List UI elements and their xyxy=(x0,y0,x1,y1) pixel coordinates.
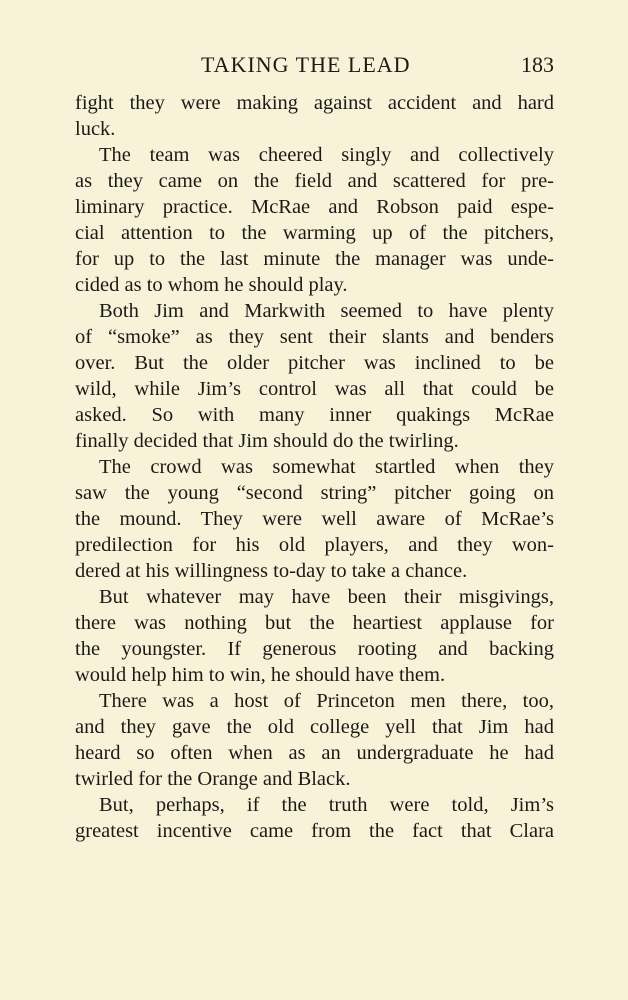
text-line: would help him to win, he should have them. xyxy=(75,664,446,686)
text-line: over. But the older pitcher was inclined to be xyxy=(75,352,554,374)
text-line: the mound. They were well aware of McRae’s xyxy=(75,508,554,530)
text-line: there was nothing but the heartiest applause for xyxy=(75,612,554,634)
text-line: heard so often when as an undergraduate he had xyxy=(75,742,554,764)
text-line: predilection for his old players, and they won- xyxy=(75,534,554,556)
text-line: dered at his willingness to-day to take a chance. xyxy=(75,560,468,582)
text-line: Both Jim and Markwith seemed to have plenty xyxy=(99,300,554,322)
text-line: as they came on the field and scattered for pre- xyxy=(75,170,554,192)
text-line: twirled for the Orange and Black. xyxy=(75,768,351,790)
text-line: and they gave the old college yell that Jim had xyxy=(75,716,554,738)
running-title: TAKING THE LEAD xyxy=(201,52,411,77)
text-line: greatest incentive came from the fact that Clara xyxy=(75,820,554,842)
text-line: luck. xyxy=(75,118,116,140)
text-line: But whatever may have been their misgivings, xyxy=(99,586,554,608)
text-line: The team was cheered singly and collectively xyxy=(99,144,554,166)
text-line: fight they were making against accident and hard xyxy=(75,92,554,114)
text-line: of “smoke” as they sent their slants and benders xyxy=(75,326,554,348)
page-header xyxy=(75,52,554,84)
text-line: the youngster. If generous rooting and backing xyxy=(75,638,554,660)
text-line: wild, while Jim’s control was all that could be xyxy=(75,378,554,400)
text-line: cial attention to the warming up of the pitchers, xyxy=(75,222,554,244)
text-line: liminary practice. McRae and Robson paid espe- xyxy=(75,196,554,218)
body-text xyxy=(75,90,554,844)
text-line: cided as to whom he should play. xyxy=(75,274,348,296)
text-line: for up to the last minute the manager was unde- xyxy=(75,248,554,270)
text-line: asked. So with many inner quakings McRae xyxy=(75,404,554,426)
text-line: There was a host of Princeton men there, too, xyxy=(99,690,554,712)
text-line: saw the young “second string” pitcher going on xyxy=(75,482,554,504)
text-line: The crowd was somewhat startled when they xyxy=(99,456,554,478)
page-number: 183 xyxy=(521,52,554,77)
text-line: But, perhaps, if the truth were told, Jim’s xyxy=(99,794,554,816)
text-line: finally decided that Jim should do the twirling. xyxy=(75,430,459,452)
